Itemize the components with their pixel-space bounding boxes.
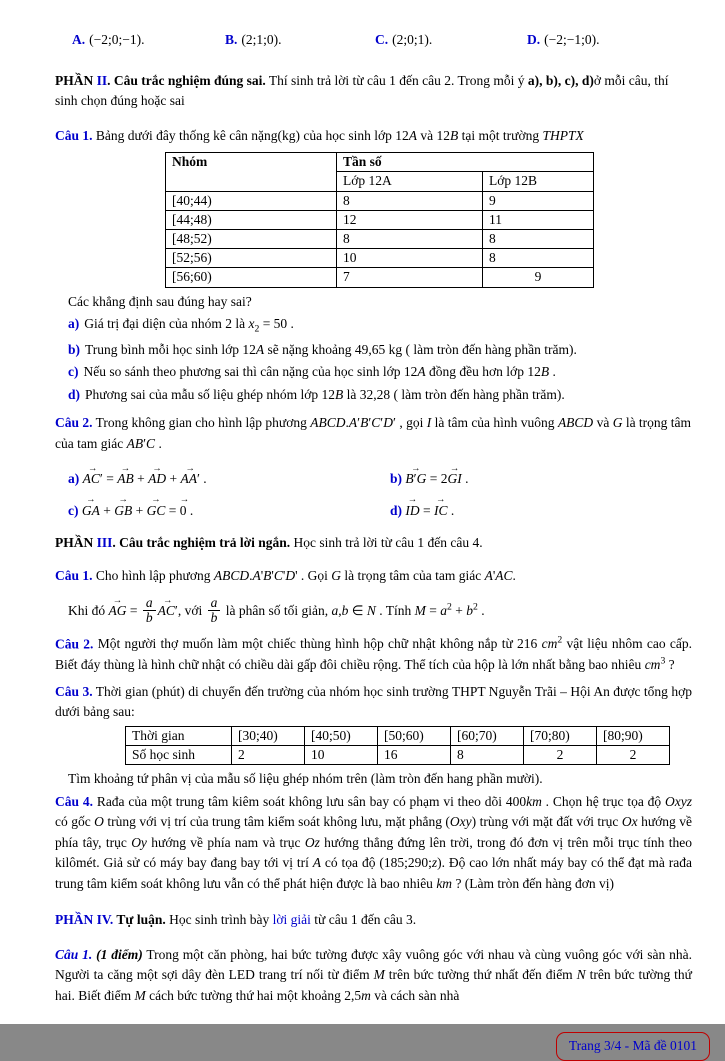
part3-q4-text: Rađa của một trung tâm kiêm soát không lưu sân bay có phạm vi theo dõi 400km . Chọn hệ trục tọa độ Oxyz có gốc O trùng với vị trí của trung tâm kiểm soát không lưu, mặt phẳng (Oxy) trùng với mặt đất với trục Ox hướng về phía tây, trục Oy hướng về phía nam và trục Oz hướng thẳng đứng lên trời, trong đó đơn vị trên mỗi trục tính theo kilômét. Giả sử có máy bay đang bay tới vị trí A có tọa độ (185;290;z). Độ cao lớn nhất máy bay có thể đạt mà rađa trung tâm kiểm soát không lưu vẫn có thể phát hiện được là bao nhiêu km ? (Làm tròn đến hàng đơn vị) [55,793,693,891]
part3-q4-label: Câu 4. [55,793,93,809]
statement-c [68,494,390,522]
part3-question3 [55,682,692,723]
statement-c-label: c) [68,502,79,518]
table-cell: [44;48) [166,210,337,229]
part3-q2-text: Một người thợ muốn làm một chiếc thùng hình hộp chữ nhật không nắp từ 216 $cm^2$ vật liệu nhôm cao cấp. Biết đáy thùng là hình chữ nhật có chiều dài gấp đôi chiều rộng. Thể tích của hộp là lớn nhất bằng bao nhiêu $cm^3$ ? [55,634,692,673]
table-cell: 9 [483,268,594,287]
option-b-label: B. [225,32,238,47]
table-cell: 10 [305,745,378,764]
statement-c [55,362,692,383]
option-c-value: (2;0;1). [392,32,433,47]
part3-q2-label: Câu 2. [55,636,94,652]
part3-heading: PHẦN III. Câu trắc nghiệm trả lời ngắn. Học sinh trả lời từ câu 1 đến câu 4. [55,535,483,551]
part3-q3-label: Câu 3. [55,683,93,699]
part3-q1-label: Câu 1. [55,567,93,583]
part3-question1-intro [55,566,692,587]
table-cell: 16 [378,745,451,764]
table-cell: 10 [337,249,483,268]
table-row [126,745,670,764]
option-c-label: C. [375,32,389,47]
table-cell: 8 [337,191,483,210]
statement-d-label: d) [68,386,81,402]
statement-a-label: a) [68,316,80,332]
table-cell: [48;52) [166,229,337,248]
table-row [166,249,594,268]
table-cell: [30;40) [232,726,305,745]
table-cell: 8 [483,229,594,248]
option-d-label: D. [527,32,541,47]
table-row [166,153,594,172]
statement-b [55,340,692,361]
table-header-cell: Nhóm [166,153,337,191]
statement-d-text: Phương sai của mẫu số liệu ghép nhóm lớp 12B là 32,28 ( làm tròn đến hàng phần trăm). [85,386,565,402]
statement-a-math: AC′ → = AB → + AD → + AA′ → . [83,471,207,486]
statement-a-label: a) [68,471,80,487]
table-cell: [60;70) [451,726,524,745]
table-cell: [56;60) [166,268,337,287]
table-row [166,210,594,229]
table-cell: 8 [451,745,524,764]
part2-heading: PHẦN II. Câu trắc nghiệm đúng sai. Thí sinh trả lời từ câu 1 đến câu 2. Trong mỗi ý a), b), c), d)ở mỗi câu, thí sinh chọn đúng hoặc sai [55,72,669,109]
mcq-option-c [375,30,527,51]
statement-b [390,462,692,490]
table-row [166,191,594,210]
statement-a [55,314,692,337]
table-cell: 12 [337,210,483,229]
mcq-options-row [55,30,692,51]
table-header-cell: Tần số [337,153,594,172]
option-a-value: (−2;0;−1). [89,32,145,47]
mcq-option-b [225,30,375,51]
part4-heading: PHẦN IV. Tự luận. Học sinh trình bày lời giải từ câu 1 đến câu 3. [55,912,417,928]
table-cell: 2 [597,745,670,764]
part2-q2-label: Câu 2. [55,415,93,431]
option-b-value: (2;1;0). [241,32,282,47]
part2-q2-statements [55,462,692,521]
statement-a-text: Giá trị đại diện của nhóm 2 là $x_2 = 50$ . [84,316,294,335]
part2-q1-question: Các khẳng định sau đúng hay sai? [68,293,252,309]
weight-frequency-table [165,152,594,288]
part3-q1-line2: Khi đó AG → = $\frac{a}{b}$ AC′ →, với $\frac{a}{b}$ là phân số tối giản, a,b ∈ N . Tính $M = a^2 + b^2$ . [55,596,692,625]
statement-b-label: b) [390,471,403,487]
part2-q1-label: Câu 1. [55,127,93,143]
table-cell: [50;60) [378,726,451,745]
statement-c-math: GA → + GB → + GC → = 0 → . [82,503,193,518]
table-row [126,726,670,745]
page-number-badge: Trang 3/4 - Mã đề 0101 [556,1032,710,1061]
table-cell: [40;44) [166,191,337,210]
statement-b-math: B′G → = 2GI → . [405,471,468,486]
table-header-cell: Thời gian [126,726,232,745]
statement-c-label: c) [68,364,79,380]
table-cell: 8 [337,229,483,248]
travel-time-table [125,726,670,765]
table-cell: 2 [232,745,305,764]
part2-q2-text: Trong không gian cho hình lập phương ABCD.A′B′C′D′ , gọi I là tâm của hình vuông ABCD và G là trọng tâm của tam giác AB′C . [55,415,692,451]
part2-question1-intro [55,126,692,147]
table-cell: [40;50) [305,726,378,745]
statement-c-text: Nếu so sánh theo phương sai thì cân nặng của học sinh lớp 12A đồng đều hơn lớp 12B . [83,364,556,380]
statement-a [68,462,390,490]
part3-question2 [55,634,692,676]
statement-d [390,494,692,522]
part2-question2-intro [55,413,692,454]
table-cell: 9 [483,191,594,210]
mcq-option-a [72,30,225,51]
table-header-cell: Số học sinh [126,745,232,764]
statement-b-text: Trung bình mỗi học sinh lớp 12A sẽ nặng khoảng 49,65 kg ( làm tròn đến hàng phần trăm). [85,341,577,357]
table-cell: 11 [483,210,594,229]
part2-q1-text: Bảng dưới đây thống kê cân nặng(kg) của học sinh lớp 12A và 12B tại một trường THPTX [95,127,584,143]
table-cell: 2 [524,745,597,764]
table-row [166,229,594,248]
table-cell: [80;90) [597,726,670,745]
statement-d [55,385,692,406]
option-d-value: (−2;−1;0). [544,32,600,47]
part4-q1-text: (1 điểm) Trong một căn phòng, hai bức tường được xây vuông góc với nhau và cùng vuông góc với sàn nhà. Người ta căng một sợi dây đèn LED trang trí nối từ điểm M trên bức tường thứ nhất đến điểm N trên bức tường thứ hai. Biết điểm M cách bức tường thứ hai một khoảng 2,5m và cách sàn nhà [55,946,693,1003]
statement-d-label: d) [390,502,403,518]
table-cell: [70;80) [524,726,597,745]
table-row [166,268,594,287]
statement-b-label: b) [68,341,81,357]
part3-q1-text: Cho hình lập phương ABCD.A'B'C'D' . Gọi G là trọng tâm của tam giác A'AC. [95,567,516,583]
table-cell: 7 [337,268,483,287]
option-a-label: A. [72,32,86,47]
statement-d-math: ID → = IC → . [405,503,454,518]
table-subheader-cell: Lớp 12B [483,172,594,191]
table-subheader-cell: Lớp 12A [337,172,483,191]
part4-question1 [55,945,692,1007]
table-cell: 8 [483,249,594,268]
part3-q3-followup: Tìm khoảng tứ phân vị của mẫu số liệu ghép nhóm trên (làm tròn đến hang phần mười). [68,771,543,787]
table-cell: [52;56) [166,249,337,268]
part4-q1-label: Câu 1. [55,946,93,962]
page-footer [55,1032,697,1061]
part3-q3-text: Thời gian (phút) di chuyển đến trường của nhóm học sinh trường THPT Nguyễn Trãi – Hội An được tổng hợp dưới bảng sau: [55,683,692,720]
mcq-option-d [527,30,599,51]
part3-question4 [55,792,692,895]
